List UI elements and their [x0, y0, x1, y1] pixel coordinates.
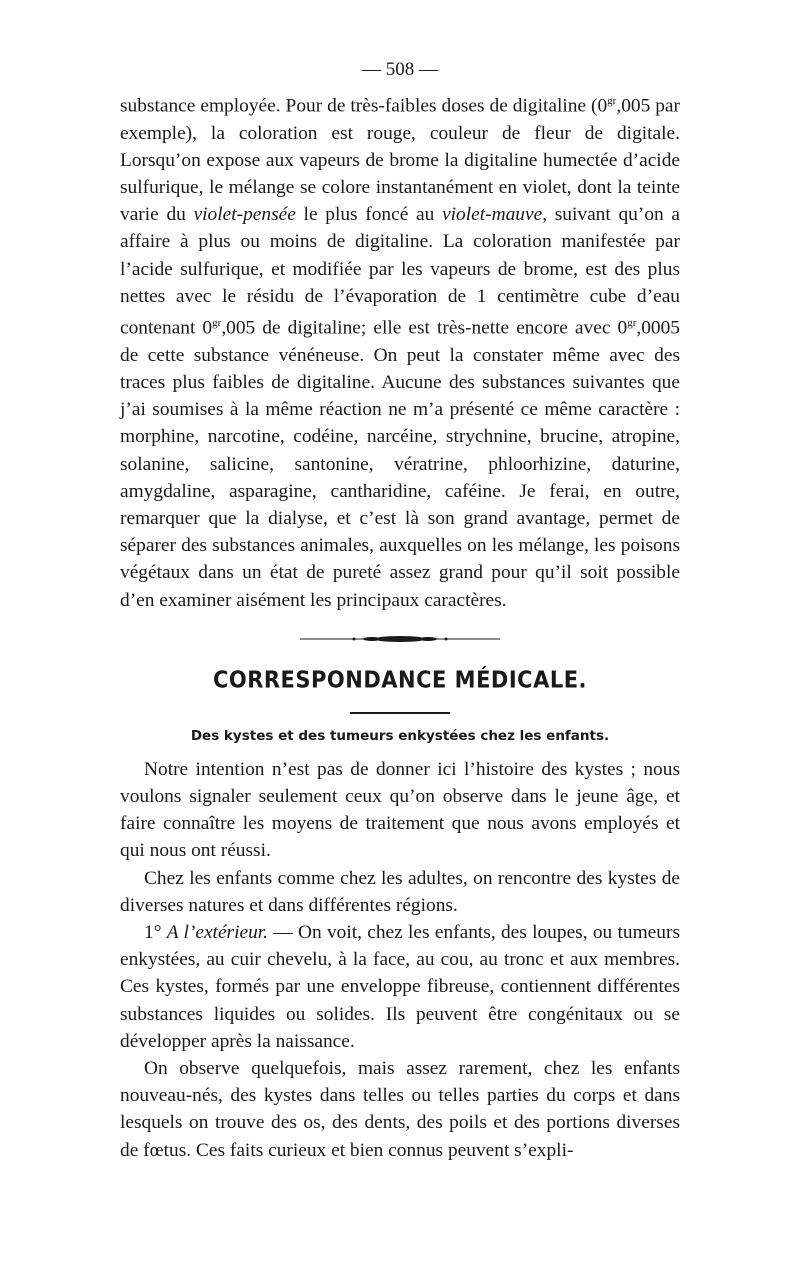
unit-superscript: gr — [607, 95, 617, 107]
text-segment: — On voit, chez les enfants, des loupes, ou tumeurs enkystées, au cuir chevelu, à la face, au cou, au tronc et aux membres. Ces kystes, formés par une enveloppe fibreuse, contiennent différentes substances liquides ou solides. Ils peuvent être congénitaux ou se développer après la naissance. — [120, 922, 680, 1052]
title-rule — [350, 712, 450, 714]
paragraph-intention: Notre intention n’est pas de donner ici l’histoire des kystes ; nous voulons signaler seulement ceux qu’on observe dans le jeune âge, et faire connaître les moyens de traitement que nous avons employés et qui nous ont réussi. — [120, 758, 680, 862]
paragraph-digitaline — [120, 88, 680, 614]
page — [120, 58, 680, 1164]
italic-term: violet-pensée — [193, 204, 296, 226]
italic-term: violet-mauve — [442, 204, 543, 226]
text-segment: ,005 par exemple), la coloration est rouge, couleur de fleur de digitale. Lorsqu’on expose aux vapeurs de brome la digitaline humectée d’acide sulfurique, le mélange se colore instantanément en violet, dont la teinte varie du — [120, 95, 680, 226]
italic-term: A l’extérieur. — [166, 922, 269, 944]
text-segment: le plus foncé au — [295, 204, 443, 226]
text-segment: ,0005 de cette substance vénéneuse. On peut la constater même avec des traces plus faibles de digitaline. Aucune des substances suivantes que j’ai soumises à la même réaction ne m’a présenté ce même caractère : morphine, narcotine, codéine, narcéine, strychnine, brucine, atropine, solanine, salicine, santonine, vératrine, phloorhizine, daturine, amygdaline, asparagine, cantharidine, caféine. Je ferai, en outre, remarquer que la dialyse, et c’est là son grand avantage, permet de séparer des substances animales, auxquelles on les mélange, les poisons végétaux dans un état de pureté assez grand pour qu’il soit possible d’en examiner aisément les principaux caractères. — [120, 317, 681, 611]
unit-superscript: gr — [627, 317, 637, 330]
text-segment: substance employée. Pour de très-faibles doses de digitaline (0 — [120, 95, 608, 117]
paragraph-enfants-adultes: Chez les enfants comme chez les adultes, on rencontre des kystes de diverses natures et dans différentes régions. — [120, 867, 680, 916]
page-number: — 508 — — [362, 59, 438, 80]
section-title: CORRESPONDANCE MÉDICALE. — [212, 666, 588, 693]
unit-superscript: gr — [212, 317, 222, 330]
text-segment: , suivant qu’on a affaire à plus ou moins de digitaline. La coloration manifestée par l’acide sulfurique, et modifiée par les vapeurs de brome, est des plus nettes avec le résidu de l’évaporation de 1 centimètre cube d’eau contenant 0 — [120, 204, 681, 339]
ornament-divider-icon — [300, 632, 500, 646]
text-segment: ,005 de digitaline; elle est très-nette encore avec 0 — [221, 317, 628, 339]
paragraph-exterieur — [120, 919, 680, 1055]
article-subheading: Des kystes et des tumeurs enkystées chez les enfants. — [190, 727, 610, 744]
text-segment: 1° — [144, 922, 167, 944]
paragraph-nouveau-nes: On observe quelquefois, mais assez rarement, chez les enfants nouveau-nés, des kystes dans telles ou telles parties du corps et dans lesquels on trouve des os, des dents, des poils et des portions diverses de fœtus. Ces faits curieux et bien connus peuvent s’expli- — [120, 1058, 680, 1161]
